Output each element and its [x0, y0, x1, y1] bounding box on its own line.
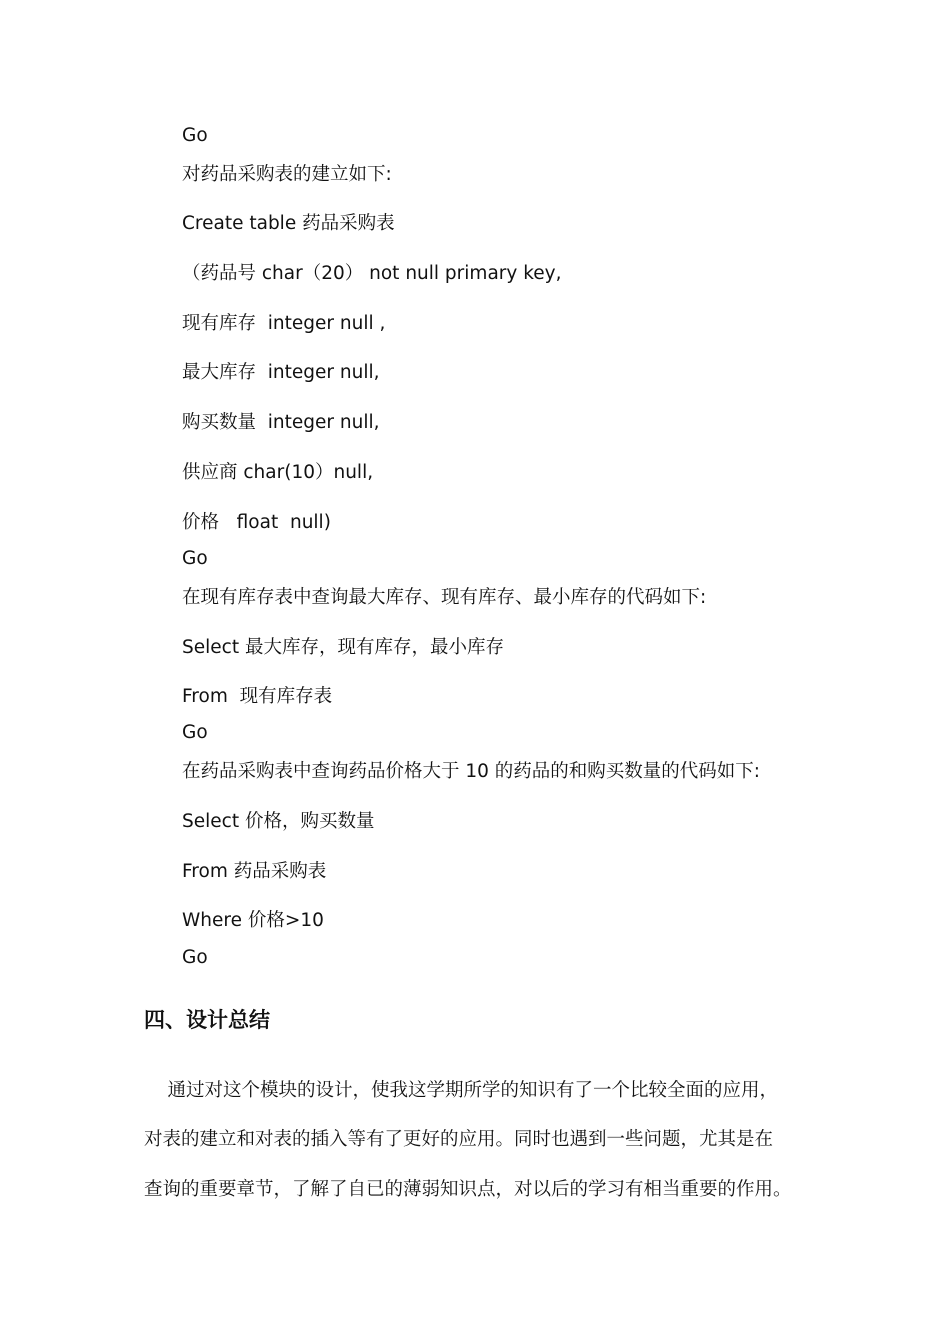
code-line-max-stock: 最大库存 integer null,	[182, 362, 380, 383]
code-line-where-price: Where 价格>10	[182, 910, 324, 931]
code-line-go-4: Go	[182, 947, 208, 968]
code-line-select-price: Select 价格，购买数量	[182, 811, 375, 832]
summary-paragraph-line-2: 对表的建立和对表的插入等有了更好的应用。同时也遇到一些问题，尤其是在	[144, 1129, 774, 1150]
code-line-drug-id: （药品号 char（20） not null primary key,	[182, 263, 562, 284]
code-line-current-stock: 现有库存 integer null ,	[182, 313, 386, 334]
section-heading-design-summary: 四、设计总结	[144, 1008, 270, 1032]
code-line-go-2: Go	[182, 548, 208, 569]
code-line-go-1: Go	[182, 125, 208, 146]
summary-paragraph-line-3: 查询的重要章节，了解了自已的薄弱知识点，对以后的学习有相当重要的作用。	[144, 1179, 792, 1200]
code-line-from-purchase-table: From 药品采购表	[182, 861, 327, 882]
code-line-purchase-quantity: 购买数量 integer null,	[182, 412, 380, 433]
code-line-create-table: Create table 药品采购表	[182, 213, 395, 234]
text-stock-query-intro: 在现有库存表中查询最大库存、现有库存、最小库存的代码如下:	[182, 587, 707, 608]
code-line-price: 价格 float null)	[182, 512, 331, 533]
summary-paragraph-line-1: 通过对这个模块的设计，使我这学期所学的知识有了一个比较全面的应用，	[144, 1080, 779, 1101]
code-line-select-stock: Select 最大库存，现有库存，最小库存	[182, 637, 504, 658]
text-price-query-intro: 在药品采购表中查询药品价格大于 10 的药品的和购买数量的代码如下:	[182, 761, 761, 782]
code-line-go-3: Go	[182, 722, 208, 743]
text-purchase-table-intro: 对药品采购表的建立如下:	[182, 164, 392, 185]
code-line-from-stock-table: From 现有库存表	[182, 686, 333, 707]
code-line-supplier: 供应商 char(10）null,	[182, 462, 374, 483]
